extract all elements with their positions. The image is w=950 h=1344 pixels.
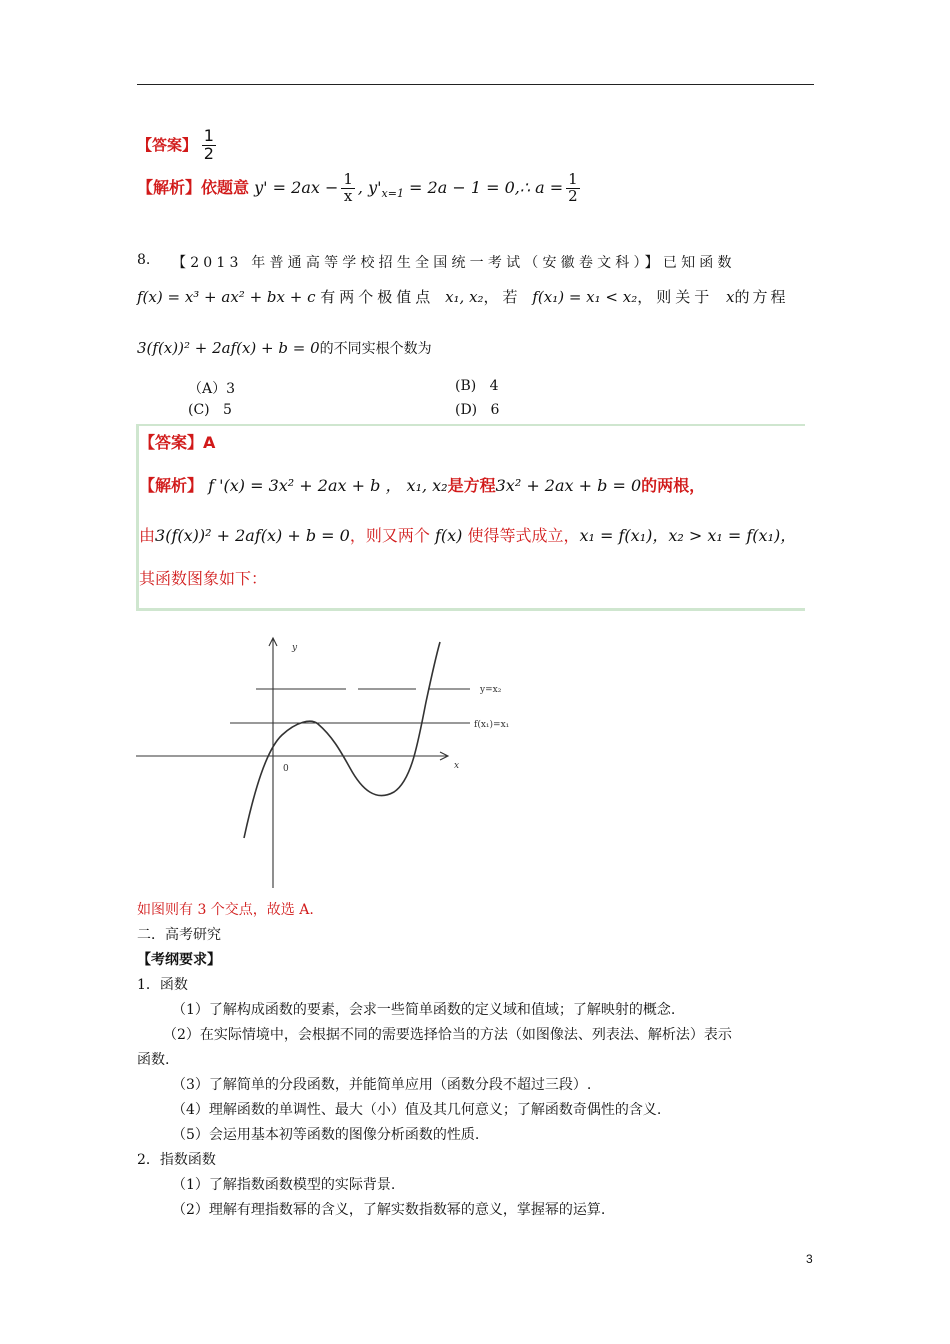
- section-heading: 二．高考研究: [137, 927, 221, 943]
- answer-denominator: 2: [203, 143, 214, 163]
- header-rule: [137, 84, 814, 85]
- option-d-label: (D): [455, 402, 478, 418]
- analysis-frac-num: 1: [343, 170, 353, 188]
- roots: x₁, x₂: [406, 476, 448, 495]
- analysis-result-fraction: [566, 172, 580, 205]
- question-line-3: [137, 338, 432, 358]
- item-exp-2: （2）理解有理指数幂的含义，了解实数指数幂的意义，掌握幂的运算.: [172, 1202, 606, 1218]
- box-answer-value: A: [203, 433, 216, 452]
- option-d: [455, 402, 499, 418]
- item-exp-1: （1）了解指数函数模型的实际背景.: [172, 1177, 396, 1193]
- box-analysis-tag: 【解析】: [139, 476, 204, 495]
- box-reason-line: [139, 523, 796, 546]
- conclusion: 如图则有 3 个交点，故选 A.: [137, 902, 314, 918]
- answer-fraction: [202, 128, 216, 163]
- option-b-value: 4: [489, 378, 499, 394]
- analysis-res-num: 1: [568, 170, 578, 188]
- item-4: （4）理解函数的单调性、最大（小）值及其几何意义；了解函数奇偶性的含义.: [172, 1102, 662, 1118]
- x-axis-label: x: [454, 761, 460, 771]
- item-3: （3）了解简单的分段函数，并能简单应用（函数分段不超过三段）.: [172, 1077, 592, 1093]
- box-l2-text-b: 使得等式成立，: [467, 526, 580, 545]
- analysis-tag: 【解析】: [137, 177, 202, 197]
- condition: f(x₁) = x₁ < x₂: [532, 288, 638, 306]
- item-1: （1）了解构成函数的要素，会求一些简单函数的定义域和值域；了解映射的概念.: [172, 1002, 676, 1018]
- question-number: 8.: [137, 252, 151, 268]
- subheading-exponential: 2．指数函数: [137, 1152, 216, 1168]
- box-l2-eq2: x₁ = f(x₁)，x₂ > x₁ = f(x₁)，: [579, 526, 797, 545]
- box-l3: 其函数图象如下：: [139, 569, 268, 588]
- box-answer-tag: 【答案】: [139, 433, 204, 452]
- function-graph: [136, 632, 520, 892]
- line2-text-a: 有两个极值点: [320, 288, 435, 306]
- box-answer-line: [139, 430, 215, 453]
- box-l1-text: 是方程: [447, 476, 496, 495]
- option-a-value: 3: [226, 381, 236, 397]
- y-axis-label: y: [292, 643, 298, 653]
- function-def: f(x) = x³ + ax² + bx + c: [137, 288, 316, 306]
- analysis-expr-a: y' = 2ax −: [254, 177, 339, 197]
- option-d-value: 6: [490, 402, 500, 418]
- outline-tag: 【考纲要求】: [137, 952, 221, 968]
- line-y-x2-label: y=x₂: [480, 685, 502, 695]
- item-5: （5）会运用基本初等函数的图像分析函数的性质.: [172, 1127, 480, 1143]
- derivative: f '(x) = 3x² + 2ax + b ，: [208, 476, 402, 495]
- answer-tag: 【答案】: [137, 135, 198, 154]
- line2-text-d: 的方程: [734, 288, 789, 306]
- origin-label: 0: [283, 764, 289, 774]
- analysis-expr-c: = 2a − 1 = 0,∴ a =: [409, 177, 564, 197]
- box-l2-eq: 3(f(x))² + 2af(x) + b = 0: [155, 526, 350, 545]
- analysis-expr-b: , y': [357, 177, 382, 197]
- page-number: 3: [806, 1252, 813, 1266]
- option-b-label: (B): [455, 378, 477, 394]
- analysis-subscript: x=1: [381, 186, 404, 200]
- box-analysis-line: [139, 473, 705, 496]
- option-a-label: （A）: [188, 381, 227, 397]
- analysis-res-den: 2: [568, 186, 578, 205]
- line2-text-b: ，若: [483, 288, 522, 306]
- answer-line: [137, 128, 219, 163]
- analysis-line: [137, 172, 583, 205]
- option-c-label: (C): [188, 402, 210, 418]
- line3-text: 的不同实根个数为: [319, 341, 432, 357]
- analysis-lead: 依题意: [201, 177, 250, 197]
- option-c: [188, 402, 232, 418]
- item-2: （2）在实际情境中，会根据不同的需要选择恰当的方法（如图像法、列表法、解析法）表示: [163, 1027, 732, 1043]
- option-a: [188, 378, 235, 398]
- quadratic: 3x² + 2ax + b = 0: [495, 476, 642, 495]
- item-2-cont: 函数.: [137, 1052, 170, 1068]
- equation: 3(f(x))² + 2af(x) + b = 0: [137, 339, 320, 357]
- extreme-points: x₁, x₂: [445, 288, 484, 306]
- box-l2-text-a: ，则又两个: [349, 526, 430, 545]
- answer-numerator: 1: [203, 126, 214, 145]
- question-source: 【2013 年普通高等学校招生全国统一考试（安徽卷文科）】已知函数: [172, 255, 736, 271]
- box-l2-fx: f(x): [434, 526, 463, 545]
- subheading-function: 1．函数: [137, 977, 188, 993]
- variable-x: x: [726, 288, 735, 306]
- box-l1-tail: 的两根，: [641, 476, 706, 495]
- analysis-frac-den: x: [343, 186, 353, 205]
- line2-text-c: ，则关于: [637, 288, 714, 306]
- analysis-fraction: [341, 172, 355, 205]
- option-b: [455, 378, 499, 394]
- box-l2-lead: 由: [139, 526, 156, 545]
- option-c-value: 5: [223, 402, 232, 418]
- question-line-2: [137, 286, 789, 307]
- line-f-x1-label: f(x₁)=x₁: [474, 720, 510, 730]
